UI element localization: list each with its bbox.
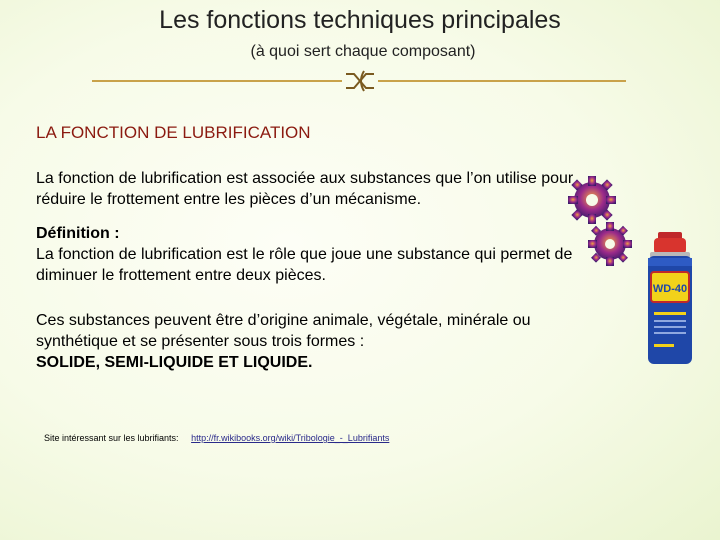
definition-text: La fonction de lubrification est le rôle que joue une substance qui permet de diminuer le frottement entre deux pièces.	[36, 246, 573, 284]
forms-text: SOLIDE, SEMI-LIQUIDE ET LIQUIDE.	[36, 354, 313, 371]
divider-line-left	[92, 80, 342, 82]
gears-image	[562, 168, 640, 276]
can-brand-label: WD-40	[652, 283, 688, 295]
footer-note	[44, 433, 389, 443]
definition-block	[36, 223, 576, 286]
section-heading: LA FONCTION DE LUBRIFICATION	[36, 123, 311, 142]
page-subtitle: (à quoi sert chaque composant)	[250, 43, 476, 60]
origins-block	[36, 310, 576, 373]
intro-paragraph: La fonction de lubrification est associée aux substances que l’on utilise pour réduire le frottement entre les pièces d’un mécanisme.	[36, 170, 574, 208]
wd40-can-image	[644, 232, 696, 368]
footer-label: Site intéressant sur les lubrifiants:	[44, 433, 179, 443]
origins-text: Ces substances peuvent être d’origine animale, végétale, minérale ou synthétique et se présenter sous trois formes :	[36, 312, 531, 350]
page-title: Les fonctions techniques principales	[159, 6, 561, 34]
lubrifiants-link[interactable]: http://fr.wikibooks.org/wiki/Tribologie_-_Lubrifiants	[191, 433, 390, 443]
divider-line-right	[378, 80, 626, 82]
quote-ornament-icon	[344, 68, 376, 94]
definition-label: Définition :	[36, 225, 120, 242]
